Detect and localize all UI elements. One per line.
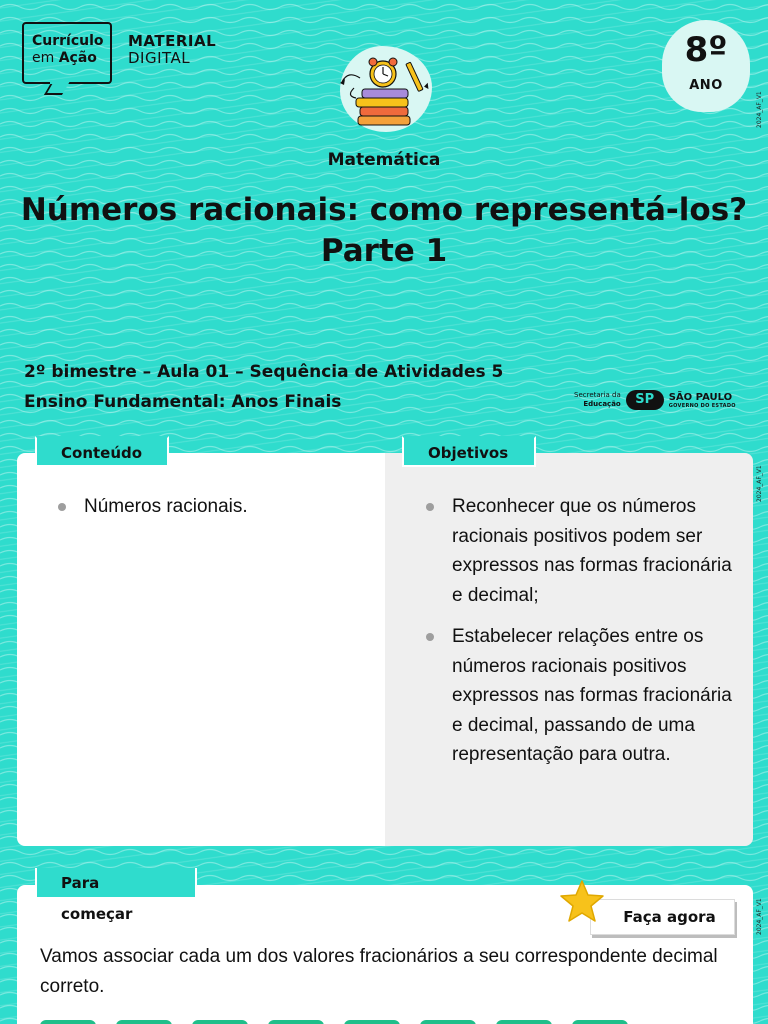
objetivos-tab: Objetivos (402, 436, 536, 467)
lesson-meta-line-2: Ensino Fundamental: Anos Finais (24, 392, 342, 412)
answer-chip[interactable] (116, 1020, 172, 1024)
para-comecar-tab: Para começar (35, 868, 197, 899)
secretaria-label (574, 391, 621, 409)
logo-line-2-prefix: em (32, 50, 59, 66)
sao-paulo-government-logo (574, 387, 736, 413)
conteudo-list (54, 492, 364, 522)
para-comecar-text: Vamos associar cada um dos valores fracionários a seu correspondente decimal correto. (40, 946, 718, 997)
objetivo-item: Estabelecer relações entre os números racionais positivos expressos nas formas fracionária e decimal, passando de uma representação para outra. (422, 622, 732, 770)
secretaria-line-2: Educação (583, 400, 621, 408)
edition-code-top: 2024_AF_V1 (756, 91, 763, 128)
grade-number: 8º (684, 30, 728, 70)
logo-line-1: Currículo (32, 33, 104, 49)
answer-chip[interactable] (192, 1020, 248, 1024)
logo-speech-tail-cover (50, 80, 68, 84)
logo-line-2 (32, 50, 110, 67)
faca-agora-button[interactable]: Faça agora (590, 899, 735, 935)
sp-gov-label: GOVERNO DO ESTADO (668, 402, 736, 409)
answer-chip[interactable] (40, 1020, 96, 1024)
page-title (0, 190, 768, 272)
sp-city-name: SÃO PAULO (668, 391, 733, 403)
answer-chip[interactable] (420, 1020, 476, 1024)
answer-chip[interactable] (572, 1020, 628, 1024)
material-line-1: MATERIAL (128, 32, 217, 50)
star-icon (558, 878, 606, 926)
logo-line-2-bold: Ação (58, 50, 97, 66)
answer-chips-row (40, 1020, 628, 1024)
secretaria-line-1: Secretaria da (574, 391, 621, 399)
curriculo-em-acao-logo (22, 22, 112, 84)
books-clock-illustration-icon (336, 52, 436, 134)
answer-chip[interactable] (496, 1020, 552, 1024)
conteudo-tab: Conteúdo (35, 436, 169, 467)
conteudo-item: Números racionais. (54, 492, 364, 522)
sp-mark-icon: SP (626, 390, 664, 410)
subject-label: Matemática (327, 150, 441, 170)
page-title-line-2: Parte 1 (320, 233, 448, 269)
grade-badge (662, 20, 750, 112)
objetivos-list (422, 492, 732, 782)
lesson-meta (24, 357, 503, 417)
answer-chip[interactable] (344, 1020, 400, 1024)
material-digital-label (128, 33, 216, 67)
page-title-line-1: Números racionais: como representá-los? (20, 192, 748, 228)
objetivo-item: Reconhecer que os números racionais positivos podem ser expressos nas formas fracionária e decimal; (422, 492, 732, 610)
grade-label: ANO (689, 78, 723, 93)
sp-name-block (669, 392, 736, 409)
edition-code-middle: 2024_AF_V1 (756, 465, 763, 502)
answer-chip[interactable] (268, 1020, 324, 1024)
lesson-meta-line-1: 2º bimestre – Aula 01 – Sequência de Atividades 5 (24, 362, 504, 382)
edition-code-bottom: 2024_AF_V1 (756, 898, 763, 935)
material-line-2: DIGITAL (128, 49, 191, 67)
